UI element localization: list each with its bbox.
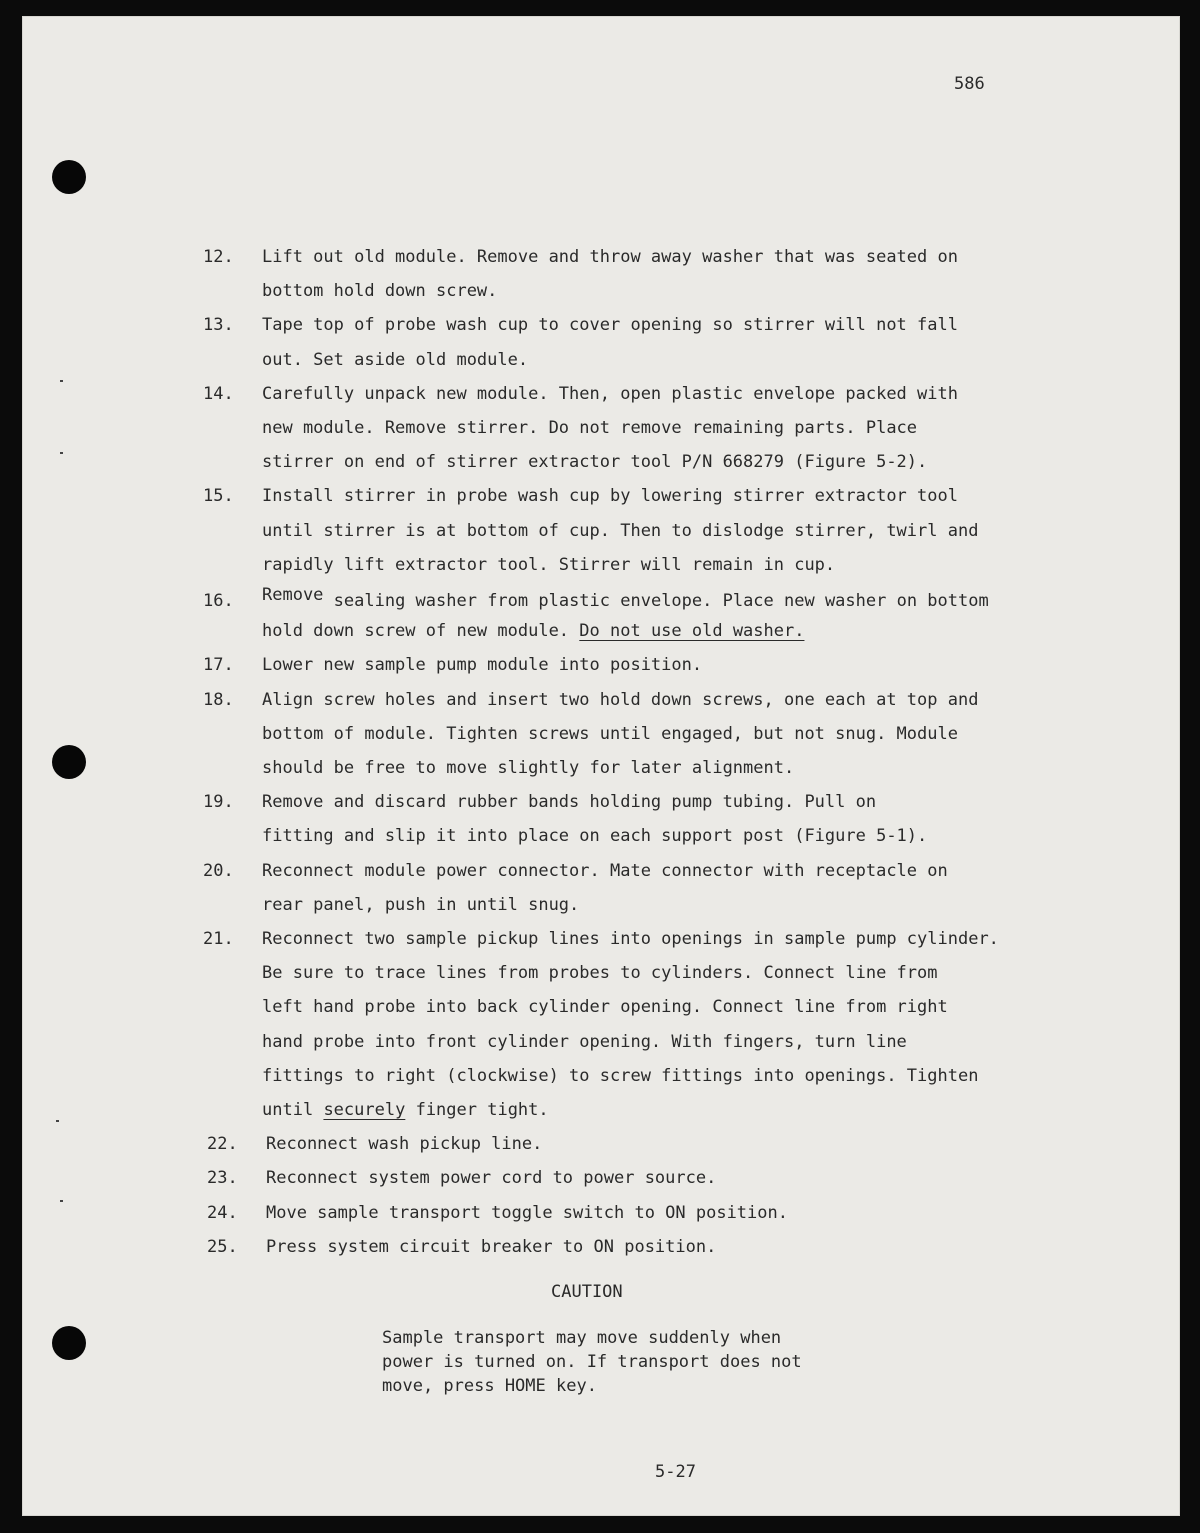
step-text-line: fittings to right (clockwise) to screw fittings into openings. Tighten (262, 1065, 979, 1086)
caution-line: Sample transport may move suddenly when (382, 1328, 782, 1348)
paper-speck (60, 380, 63, 382)
step-text-line: bottom of module. Tighten screws until engaged, but not snug. Module (262, 723, 958, 744)
step-16 (203, 584, 1103, 648)
step-20 (203, 854, 1103, 922)
step-text-fragment: until (262, 1100, 314, 1121)
step-number: 24. (207, 1202, 238, 1223)
step-19 (203, 785, 1103, 853)
step-number: 15. (203, 486, 234, 507)
step-18 (203, 683, 1103, 786)
step-text-line: Move sample transport toggle switch to ON position. (266, 1202, 788, 1223)
paper-speck (56, 1120, 59, 1122)
step-text-fragment: hold down screw of new module. (262, 621, 570, 642)
caution-text (382, 1326, 802, 1398)
step-number: 23. (207, 1168, 238, 1189)
instruction-steps (203, 240, 1103, 1264)
step-text-line: Be sure to trace lines from probes to cylinders. Connect line from (262, 963, 938, 984)
step-text-line: bottom hold down screw. (262, 281, 498, 302)
caution-line: power is turned on. If transport does not (382, 1352, 802, 1372)
step-text-line: Reconnect module power connector. Mate connector with receptacle on (262, 860, 948, 881)
step-number: 13. (203, 315, 234, 336)
step-text-line: Reconnect wash pickup line. (266, 1134, 543, 1155)
step-text-line: Carefully unpack new module. Then, open plastic envelope packed with (262, 383, 958, 404)
step-text-line: Lift out old module. Remove and throw away washer that was seated on (262, 247, 958, 267)
step-number: 16. (203, 591, 234, 612)
step-22 (207, 1127, 1103, 1161)
step-text-line: out. Set aside old module. (262, 349, 529, 370)
step-number: 20. (203, 860, 234, 881)
step-text-line: Press system circuit breaker to ON position. (266, 1236, 717, 1257)
binder-hole-top (52, 160, 86, 194)
step-text-line: rapidly lift extractor tool. Stirrer will remain in cup. (262, 554, 836, 575)
paper-speck (60, 1200, 63, 1202)
step-text-line: left hand probe into back cylinder opening. Connect line from right (262, 997, 948, 1018)
step-text-fragment: finger tight. (415, 1100, 549, 1121)
step-text-line: hand probe into front cylinder opening. With fingers, turn line (262, 1031, 907, 1052)
binder-hole-bottom (52, 1326, 86, 1360)
step-number: 19. (203, 792, 234, 813)
step-text-line: Align screw holes and insert two hold down screws, one each at top and (262, 689, 979, 710)
step-12 (203, 240, 1103, 308)
step-17 (203, 648, 1103, 682)
step-text-line: Tape top of probe wash cup to cover opening so stirrer will not fall (262, 315, 958, 336)
step-text-line (262, 614, 1103, 648)
step-number: 12. (203, 247, 234, 267)
step-14 (203, 377, 1103, 480)
step-text-line: Reconnect two sample pickup lines into openings in sample pump cylinder. (262, 929, 999, 950)
step-number: 22. (207, 1134, 238, 1155)
step-number: 18. (203, 689, 234, 710)
step-text-line: Lower new sample pump module into position. (262, 655, 703, 676)
step-text-fragment: sealing washer from plastic envelope. Place new washer on bottom (333, 591, 989, 612)
step-number: 17. (203, 655, 234, 676)
page-number: 586 (954, 74, 985, 94)
step-number: 14. (203, 383, 234, 404)
step-23 (207, 1161, 1103, 1195)
step-text-line: fitting and slip it into place on each support post (Figure 5-1). (262, 826, 928, 847)
step-text-line: rear panel, push in until snug. (262, 894, 580, 915)
step-text-line: Install stirrer in probe wash cup by lowering stirrer extractor tool (262, 486, 958, 507)
step-text-line (262, 584, 1103, 618)
step-13 (203, 308, 1103, 376)
step-text-line: new module. Remove stirrer. Do not remove remaining parts. Place (262, 418, 918, 439)
step-21 (203, 922, 1103, 1127)
binder-hole-middle (52, 745, 86, 779)
step-24 (207, 1196, 1103, 1230)
footer-page-number: 5-27 (655, 1462, 696, 1482)
step-25 (207, 1230, 1103, 1264)
step-number: 21. (203, 929, 234, 950)
caution-heading: CAUTION (551, 1282, 623, 1302)
underlined-warning: Do not use old washer. (579, 621, 805, 642)
caution-line: move, press HOME key. (382, 1376, 597, 1396)
step-text-fragment: Remove (262, 585, 324, 606)
underlined-emphasis: securely (323, 1100, 406, 1121)
step-text-line: stirrer on end of stirrer extractor tool P/N 668279 (Figure 5-2). (262, 452, 928, 473)
step-number: 25. (207, 1236, 238, 1257)
step-15 (203, 479, 1103, 582)
step-text-line: Reconnect system power cord to power source. (266, 1168, 717, 1189)
step-text-line (262, 1093, 1103, 1127)
step-text-line: Remove and discard rubber bands holding pump tubing. Pull on (262, 792, 877, 813)
step-text-line: should be free to move slightly for later alignment. (262, 758, 795, 779)
step-text-line: until stirrer is at bottom of cup. Then to dislodge stirrer, twirl and (262, 520, 979, 541)
paper-speck (60, 452, 63, 454)
